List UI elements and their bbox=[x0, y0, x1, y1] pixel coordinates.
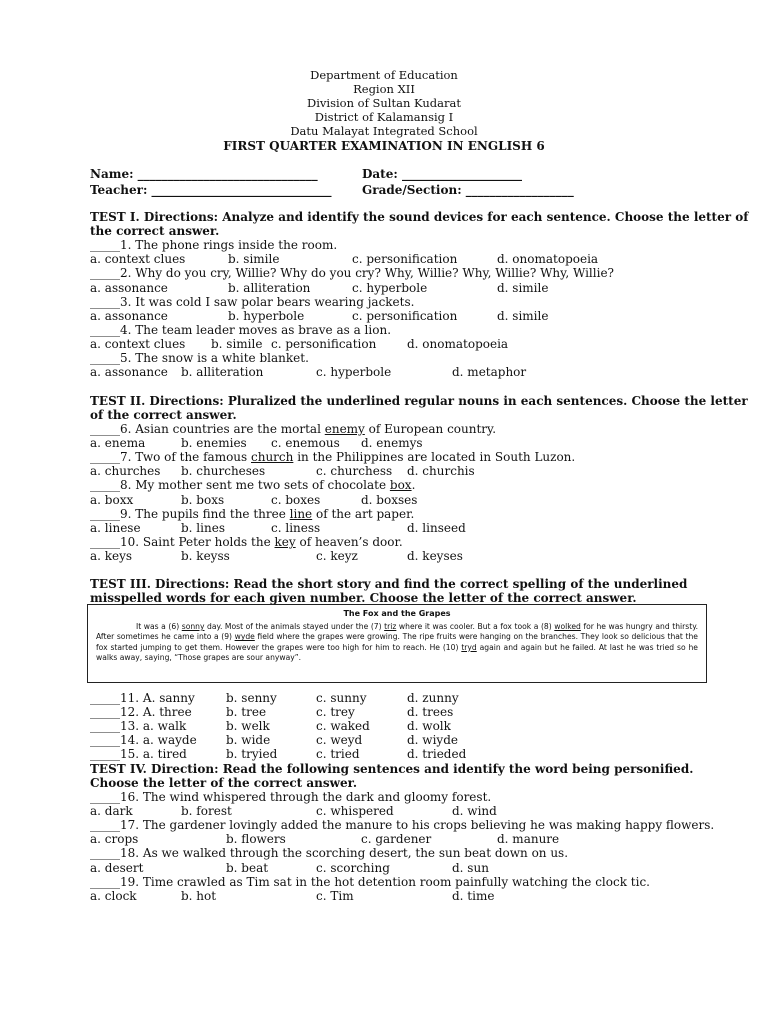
choice-11c[interactable]: c. sunny bbox=[316, 691, 367, 705]
choice-18d[interactable]: d. sun bbox=[452, 861, 489, 875]
choice-4c[interactable]: c. personification bbox=[271, 337, 377, 351]
header-region: Region XII bbox=[353, 82, 415, 96]
exam-title: FIRST QUARTER EXAMINATION IN ENGLISH 6 bbox=[223, 139, 545, 153]
choice-8a[interactable]: a. boxx bbox=[90, 493, 134, 507]
choice-6c[interactable]: c. enemous bbox=[271, 436, 340, 450]
choice-4a[interactable]: a. context clues bbox=[90, 337, 186, 351]
choice-13a[interactable]: _____13. a. walk bbox=[90, 719, 187, 733]
choice-19d[interactable]: d. time bbox=[452, 889, 495, 903]
choice-15c[interactable]: c. tried bbox=[316, 747, 360, 761]
choice-17d[interactable]: d. manure bbox=[497, 832, 560, 846]
grade-section-field[interactable]: Grade/Section: __________________ bbox=[362, 183, 574, 197]
choice-16d[interactable]: d. wind bbox=[452, 804, 497, 818]
choice-12d[interactable]: d. trees bbox=[407, 705, 454, 719]
choice-10b[interactable]: b. keyss bbox=[181, 549, 230, 563]
name-field[interactable]: Name: ______________________________ bbox=[90, 167, 318, 181]
choice-2b[interactable]: b. alliteration bbox=[228, 281, 311, 295]
choice-2d[interactable]: d. simile bbox=[497, 281, 549, 295]
choice-12c[interactable]: c. trey bbox=[316, 705, 355, 719]
choice-6a[interactable]: a. enema bbox=[90, 436, 146, 450]
test1-directions-cont: the correct answer. bbox=[90, 224, 220, 238]
choice-7a[interactable]: a. churches bbox=[90, 464, 161, 478]
test3-directions: TEST III. Directions: Read the short story and find the correct spelling of the underlined bbox=[90, 577, 688, 591]
choice-7d[interactable]: d. churchis bbox=[407, 464, 475, 478]
question-16: _____16. The wind whispered through the dark and gloomy forest. bbox=[90, 790, 492, 804]
test2-directions-cont: of the correct answer. bbox=[90, 408, 237, 422]
question-1: _____1. The phone rings inside the room. bbox=[90, 238, 338, 252]
choice-18b[interactable]: b. beat bbox=[226, 861, 269, 875]
choice-8b[interactable]: b. boxs bbox=[181, 493, 225, 507]
date-field[interactable]: Date: ____________________ bbox=[362, 167, 522, 181]
story-title: The Fox and the Grapes bbox=[343, 609, 451, 618]
test2-directions: TEST II. Directions: Pluralized the underlined regular nouns in each sentences. Choose the letter bbox=[90, 394, 748, 408]
choice-15d[interactable]: d. trieded bbox=[407, 747, 467, 761]
question-3: _____3. It was cold I saw polar bears wearing jackets. bbox=[90, 295, 415, 309]
question-7: _____7. Two of the famous church in the Philippines are located in South Luzon. bbox=[90, 450, 576, 464]
question-17: _____17. The gardener lovingly added the manure to his crops believing he was making happy flowers. bbox=[90, 818, 715, 832]
choice-17b[interactable]: b. flowers bbox=[226, 832, 286, 846]
teacher-field[interactable]: Teacher: ______________________________ bbox=[90, 183, 332, 197]
question-6: _____6. Asian countries are the mortal enemy of European country. bbox=[90, 422, 497, 436]
choice-1d[interactable]: d. onomatopoeia bbox=[497, 252, 599, 266]
choice-13d[interactable]: d. wolk bbox=[407, 719, 451, 733]
choice-6b[interactable]: b. enemies bbox=[181, 436, 247, 450]
choice-9d[interactable]: d. linseed bbox=[407, 521, 466, 535]
choice-10c[interactable]: c. keyz bbox=[316, 549, 358, 563]
choice-8d[interactable]: d. boxses bbox=[361, 493, 418, 507]
choice-14d[interactable]: d. wiyde bbox=[407, 733, 458, 747]
choice-10a[interactable]: a. keys bbox=[90, 549, 133, 563]
choice-3b[interactable]: b. hyperbole bbox=[228, 309, 305, 323]
choice-14b[interactable]: b. wide bbox=[226, 733, 271, 747]
choice-2c[interactable]: c. hyperbole bbox=[352, 281, 428, 295]
choice-3d[interactable]: d. simile bbox=[497, 309, 549, 323]
choice-16a[interactable]: a. dark bbox=[90, 804, 133, 818]
question-18: _____18. As we walked through the scorching desert, the sun beat down on us. bbox=[90, 846, 569, 860]
choice-2a[interactable]: a. assonance bbox=[90, 281, 168, 295]
question-9: _____9. The pupils find the three line of the art paper. bbox=[90, 507, 415, 521]
choice-9c[interactable]: c. liness bbox=[271, 521, 321, 535]
header-division: Division of Sultan Kudarat bbox=[307, 96, 461, 110]
choice-11d[interactable]: d. zunny bbox=[407, 691, 459, 705]
choice-12a[interactable]: _____12. A. three bbox=[90, 705, 192, 719]
header-school: Datu Malayat Integrated School bbox=[290, 124, 478, 138]
choice-4b[interactable]: b. simile bbox=[211, 337, 263, 351]
choice-15b[interactable]: b. tryied bbox=[226, 747, 278, 761]
choice-14c[interactable]: c. weyd bbox=[316, 733, 363, 747]
choice-15a[interactable]: _____15. a. tired bbox=[90, 747, 187, 761]
choice-8c[interactable]: c. boxes bbox=[271, 493, 321, 507]
story-text: It was a (6) sonny day. Most of the animals stayed under the (7) triz where it was cooler. But a fox took a (8) wolked for he was hungry and thirsty. After sometimes he came into a (9) wyde field where the grapes were growing. The ripe fruits were hanging on the branches. They look so delicious that the fox started jumping to get them. However the grapes were too high for him to reach. He (10) tryd again and again but he failed. At last he was tried so he walks away, saying, “Those grapes are sour anyway”. bbox=[96, 622, 698, 663]
header-department: Department of Education bbox=[310, 68, 458, 82]
choice-19b[interactable]: b. hot bbox=[181, 889, 217, 903]
choice-5b[interactable]: b. alliteration bbox=[181, 365, 264, 379]
choice-3a[interactable]: a. assonance bbox=[90, 309, 168, 323]
choice-19c[interactable]: c. Tim bbox=[316, 889, 354, 903]
choice-18c[interactable]: c. scorching bbox=[316, 861, 390, 875]
choice-1a[interactable]: a. context clues bbox=[90, 252, 186, 266]
choice-1b[interactable]: b. simile bbox=[228, 252, 280, 266]
choice-12b[interactable]: b. tree bbox=[226, 705, 267, 719]
choice-5d[interactable]: d. metaphor bbox=[452, 365, 527, 379]
choice-13b[interactable]: b. welk bbox=[226, 719, 270, 733]
question-2: _____2. Why do you cry, Willie? Why do you cry? Why, Willie? Why, Willie? Why, Willie? bbox=[90, 266, 614, 280]
choice-16b[interactable]: b. forest bbox=[181, 804, 232, 818]
test1-directions: TEST I. Directions: Analyze and identify the sound devices for each sentence. Choose the letter of bbox=[90, 210, 749, 224]
choice-6d[interactable]: d. enemys bbox=[361, 436, 423, 450]
choice-5a[interactable]: a. assonance bbox=[90, 365, 168, 379]
choice-9a[interactable]: a. linese bbox=[90, 521, 141, 535]
choice-1c[interactable]: c. personification bbox=[352, 252, 458, 266]
test4-directions: TEST IV. Direction: Read the following sentences and identify the word being personified. bbox=[90, 762, 694, 776]
choice-11a[interactable]: _____11. A. sanny bbox=[90, 691, 195, 705]
choice-4d[interactable]: d. onomatopoeia bbox=[407, 337, 509, 351]
choice-16c[interactable]: c. whispered bbox=[316, 804, 394, 818]
question-8: _____8. My mother sent me two sets of chocolate box. bbox=[90, 478, 416, 492]
choice-17a[interactable]: a. crops bbox=[90, 832, 139, 846]
choice-18a[interactable]: a. desert bbox=[90, 861, 144, 875]
question-4: _____4. The team leader moves as brave as a lion. bbox=[90, 323, 392, 337]
choice-10d[interactable]: d. keyses bbox=[407, 549, 463, 563]
choice-11b[interactable]: b. senny bbox=[226, 691, 277, 705]
test4-directions-cont: Choose the letter of the correct answer. bbox=[90, 776, 358, 790]
test3-directions-cont: misspelled words for each given number. Choose the letter of the correct answer. bbox=[90, 591, 637, 605]
question-19: _____19. Time crawled as Tim sat in the hot detention room painfully watching the clock tic. bbox=[90, 875, 650, 889]
choice-9b[interactable]: b. lines bbox=[181, 521, 225, 535]
choice-7b[interactable]: b. churcheses bbox=[181, 464, 266, 478]
choice-3c[interactable]: c. personification bbox=[352, 309, 458, 323]
choice-14a[interactable]: _____14. a. wayde bbox=[90, 733, 197, 747]
header-district: District of Kalamansig I bbox=[314, 110, 454, 124]
choice-5c[interactable]: c. hyperbole bbox=[316, 365, 392, 379]
choice-19a[interactable]: a. clock bbox=[90, 889, 137, 903]
choice-7c[interactable]: c. churchess bbox=[316, 464, 393, 478]
question-5: _____5. The snow is a white blanket. bbox=[90, 351, 309, 365]
choice-17c[interactable]: c. gardener bbox=[361, 832, 432, 846]
story-box bbox=[87, 604, 707, 683]
choice-13c[interactable]: c. waked bbox=[316, 719, 370, 733]
question-10: _____10. Saint Peter holds the key of heaven’s door. bbox=[90, 535, 403, 549]
